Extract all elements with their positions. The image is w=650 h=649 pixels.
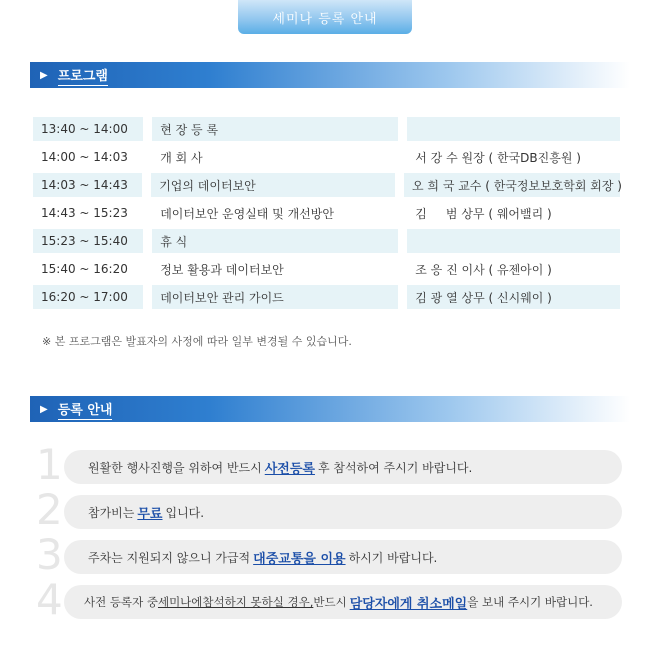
schedule-row — [33, 117, 620, 141]
schedule-title: 데이터보안 운영실태 및 개선방안 — [160, 206, 334, 221]
schedule-time: 13:40 ~ 14:00 — [33, 117, 143, 141]
item-number: 1 — [36, 440, 63, 489]
schedule-title: 휴 식 — [152, 229, 398, 253]
registration-item-text — [64, 495, 622, 529]
registration-item-text — [64, 540, 622, 574]
schedule-row — [33, 173, 620, 197]
schedule-title: 데이터보안 관리 가이드 — [152, 285, 398, 309]
registration-section-header — [30, 396, 630, 422]
schedule-row — [33, 257, 620, 281]
schedule-row — [33, 229, 620, 253]
schedule-title: 기업의 데이터보안 — [151, 173, 395, 197]
schedule-speaker: 김 범 상무 ( 웨어밸리 ) — [415, 206, 552, 221]
registration-item — [36, 530, 622, 580]
registration-item-text — [64, 450, 622, 484]
registration-item-text — [64, 585, 622, 619]
schedule-time: 14:03 ~ 14:43 — [33, 173, 142, 197]
item-text: 사전 등록자 중 — [84, 595, 158, 609]
triangle-right-icon: ▶ — [40, 69, 48, 81]
schedule-speaker: 조 응 진 이사 ( 유젠아이 ) — [415, 262, 552, 277]
program-section-title: 프로그램 — [58, 65, 108, 86]
item-number: 2 — [36, 485, 63, 534]
underlined-text: 세미나에참석하지 못하실 경우, — [157, 595, 314, 609]
item-text: 후 참석하여 주시기 바랍니다. — [317, 460, 473, 475]
schedule-time: 15:40 ~ 16:20 — [41, 262, 128, 276]
highlight-text: 무료 — [137, 506, 163, 522]
item-text: 입니다. — [165, 505, 205, 520]
item-text: 을 보내 주시기 바랍니다. — [467, 595, 593, 609]
triangle-right-icon: ▶ — [40, 403, 48, 415]
highlight-text: 담당자에게 취소메일 — [349, 596, 468, 612]
program-note: ※ 본 프로그램은 발표자의 사정에 따라 일부 변경될 수 있습니다. — [42, 335, 352, 348]
schedule-time: 15:23 ~ 15:40 — [33, 229, 143, 253]
schedule-speaker — [407, 117, 620, 141]
item-text: 하시기 바랍니다. — [348, 550, 438, 565]
schedule-table — [33, 117, 620, 313]
schedule-speaker: 서 강 수 원장 ( 한국DB진흥원 ) — [415, 150, 581, 165]
item-number: 4 — [36, 575, 63, 624]
highlight-text: 사전등록 — [264, 461, 315, 477]
schedule-title: 정보 활용과 데이터보안 — [160, 262, 284, 277]
item-text: 주차는 지원되지 않으니 가급적 — [88, 550, 251, 565]
item-text: 원활한 행사진행을 위하여 반드시 — [88, 460, 262, 475]
program-section-header — [30, 62, 630, 88]
registration-item — [36, 485, 622, 535]
highlight-text: 대중교통을 이용 — [253, 551, 346, 567]
item-text: 반드시 — [313, 595, 347, 609]
header-tab: 세미나 등록 안내 — [238, 0, 412, 34]
schedule-row — [33, 201, 620, 225]
schedule-time: 14:00 ~ 14:03 — [41, 150, 128, 164]
item-number: 3 — [36, 530, 63, 579]
schedule-time: 16:20 ~ 17:00 — [33, 285, 143, 309]
item-text: 참가비는 — [88, 505, 135, 520]
schedule-speaker: 김 광 열 상무 ( 신시웨이 ) — [407, 285, 620, 309]
schedule-title: 개 회 사 — [160, 150, 203, 165]
registration-section-title: 등록 안내 — [58, 399, 113, 420]
registration-item — [36, 575, 622, 625]
registration-item — [36, 440, 622, 490]
schedule-time: 14:43 ~ 15:23 — [41, 206, 128, 220]
schedule-row — [33, 285, 620, 309]
schedule-title: 현 장 등 록 — [152, 117, 398, 141]
schedule-speaker: 오 희 국 교수 ( 한국정보보호학회 회장 ) — [404, 173, 620, 197]
schedule-row — [33, 145, 620, 169]
schedule-speaker — [407, 229, 620, 253]
